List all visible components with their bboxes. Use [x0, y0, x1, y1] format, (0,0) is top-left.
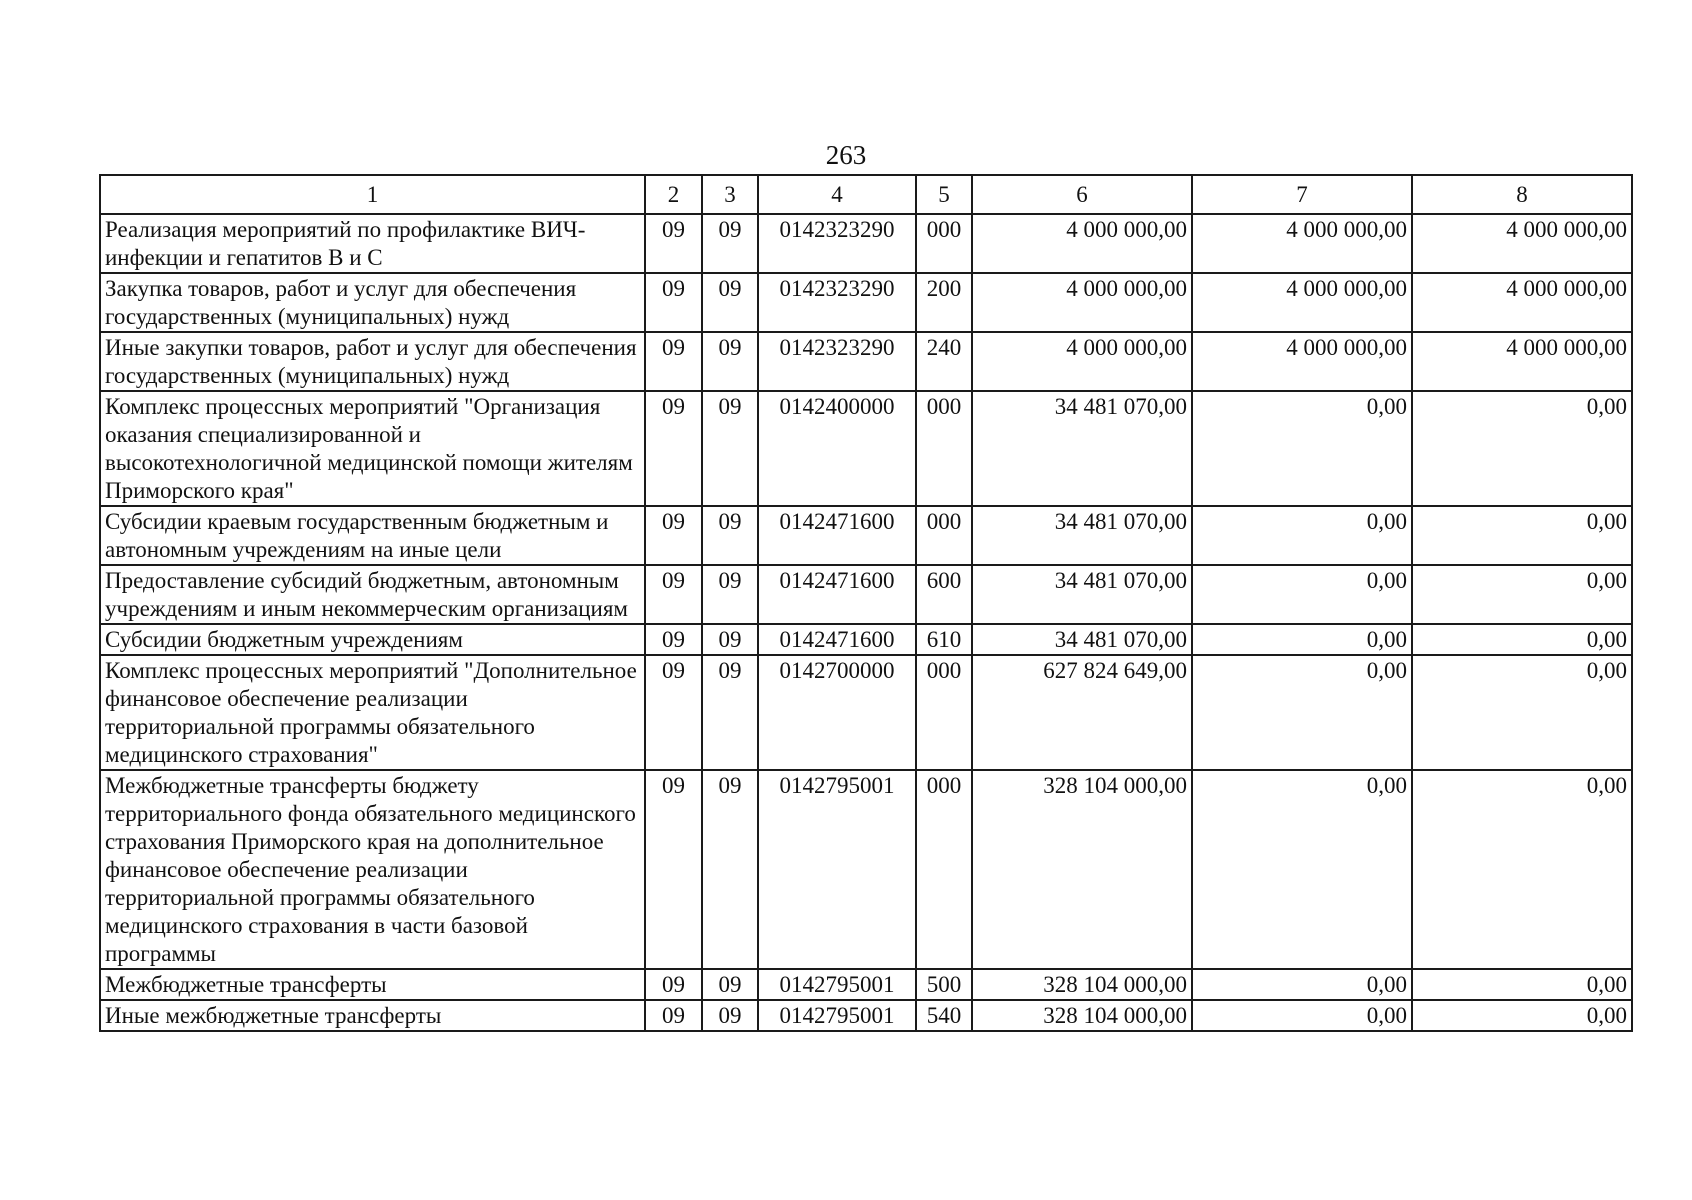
budget-table	[99, 174, 1633, 1032]
expense-type-code: 600	[916, 565, 972, 624]
subsection-code: 09	[702, 273, 758, 332]
amount-col-8: 0,00	[1412, 969, 1632, 1000]
subsection-code: 09	[702, 214, 758, 273]
expense-type-code: 000	[916, 506, 972, 565]
amount-col-6: 627 824 649,00	[972, 655, 1192, 770]
header-row	[100, 175, 1632, 214]
amount-col-7: 4 000 000,00	[1192, 273, 1412, 332]
amount-col-8: 0,00	[1412, 391, 1632, 506]
table-row	[100, 770, 1632, 969]
amount-col-6: 4 000 000,00	[972, 214, 1192, 273]
amount-col-7: 4 000 000,00	[1192, 332, 1412, 391]
header-col-8: 8	[1412, 175, 1632, 214]
subsection-code: 09	[702, 506, 758, 565]
expense-type-code: 000	[916, 214, 972, 273]
expense-type-code: 610	[916, 624, 972, 655]
amount-col-6: 328 104 000,00	[972, 969, 1192, 1000]
section-code: 09	[645, 624, 702, 655]
amount-col-8: 0,00	[1412, 770, 1632, 969]
row-name: Комплекс процессных мероприятий "Организация оказания специализированной и высокотехнологичной медицинской помощи жителям Приморского края"	[100, 391, 645, 506]
table-row	[100, 214, 1632, 273]
section-code: 09	[645, 391, 702, 506]
amount-col-6: 34 481 070,00	[972, 565, 1192, 624]
header-col-3: 3	[702, 175, 758, 214]
table-row	[100, 624, 1632, 655]
row-name: Комплекс процессных мероприятий "Дополнительное финансовое обеспечение реализации территориальной программы обязательного медицинского страхования"	[100, 655, 645, 770]
header-col-1: 1	[100, 175, 645, 214]
amount-col-8: 4 000 000,00	[1412, 332, 1632, 391]
target-article-code: 0142471600	[758, 624, 916, 655]
section-code: 09	[645, 655, 702, 770]
amount-col-6: 34 481 070,00	[972, 624, 1192, 655]
subsection-code: 09	[702, 655, 758, 770]
amount-col-6: 4 000 000,00	[972, 332, 1192, 391]
header-col-4: 4	[758, 175, 916, 214]
amount-col-7: 0,00	[1192, 770, 1412, 969]
row-name: Иные межбюджетные трансферты	[100, 1000, 645, 1031]
section-code: 09	[645, 273, 702, 332]
target-article-code: 0142471600	[758, 506, 916, 565]
amount-col-8: 0,00	[1412, 624, 1632, 655]
table-row	[100, 1000, 1632, 1031]
row-name: Субсидии бюджетным учреждениям	[100, 624, 645, 655]
table-row	[100, 273, 1632, 332]
subsection-code: 09	[702, 332, 758, 391]
table-body	[100, 214, 1632, 1031]
row-name: Субсидии краевым государственным бюджетным и автономным учреждениям на иные цели	[100, 506, 645, 565]
target-article-code: 0142795001	[758, 969, 916, 1000]
subsection-code: 09	[702, 969, 758, 1000]
expense-type-code: 240	[916, 332, 972, 391]
amount-col-6: 34 481 070,00	[972, 391, 1192, 506]
expense-type-code: 000	[916, 770, 972, 969]
section-code: 09	[645, 969, 702, 1000]
amount-col-7: 0,00	[1192, 969, 1412, 1000]
target-article-code: 0142323290	[758, 273, 916, 332]
section-code: 09	[645, 1000, 702, 1031]
amount-col-7: 0,00	[1192, 624, 1412, 655]
expense-type-code: 540	[916, 1000, 972, 1031]
amount-col-6: 34 481 070,00	[972, 506, 1192, 565]
amount-col-6: 328 104 000,00	[972, 770, 1192, 969]
subsection-code: 09	[702, 770, 758, 969]
amount-col-7: 0,00	[1192, 1000, 1412, 1031]
amount-col-6: 328 104 000,00	[972, 1000, 1192, 1031]
section-code: 09	[645, 214, 702, 273]
expense-type-code: 200	[916, 273, 972, 332]
header-col-7: 7	[1192, 175, 1412, 214]
subsection-code: 09	[702, 565, 758, 624]
expense-type-code: 000	[916, 391, 972, 506]
row-name: Реализация мероприятий по профилактике ВИЧ-инфекции и гепатитов В и С	[100, 214, 645, 273]
row-name: Иные закупки товаров, работ и услуг для обеспечения государственных (муниципальных) нужд	[100, 332, 645, 391]
table-row	[100, 332, 1632, 391]
table-row	[100, 506, 1632, 565]
subsection-code: 09	[702, 391, 758, 506]
header-col-2: 2	[645, 175, 702, 214]
subsection-code: 09	[702, 624, 758, 655]
amount-col-7: 4 000 000,00	[1192, 214, 1412, 273]
amount-col-7: 0,00	[1192, 391, 1412, 506]
expense-type-code: 500	[916, 969, 972, 1000]
row-name: Предоставление субсидий бюджетным, автономным учреждениям и иным некоммерческим организациям	[100, 565, 645, 624]
amount-col-8: 0,00	[1412, 506, 1632, 565]
page-number: 263	[825, 140, 867, 170]
section-code: 09	[645, 332, 702, 391]
row-name: Межбюджетные трансферты	[100, 969, 645, 1000]
target-article-code: 0142700000	[758, 655, 916, 770]
header-col-6: 6	[972, 175, 1192, 214]
amount-col-8: 4 000 000,00	[1412, 273, 1632, 332]
amount-col-7: 0,00	[1192, 565, 1412, 624]
target-article-code: 0142795001	[758, 1000, 916, 1031]
header-col-5: 5	[916, 175, 972, 214]
table-row	[100, 655, 1632, 770]
amount-col-8: 4 000 000,00	[1412, 214, 1632, 273]
subsection-code: 09	[702, 1000, 758, 1031]
amount-col-8: 0,00	[1412, 655, 1632, 770]
table-row	[100, 565, 1632, 624]
row-name: Межбюджетные трансферты бюджету территориального фонда обязательного медицинского страхования Приморского края на дополнительное финансовое обеспечение реализации территориальной программы обязательного медицинского страхования в части базовой программы	[100, 770, 645, 969]
target-article-code: 0142795001	[758, 770, 916, 969]
expense-type-code: 000	[916, 655, 972, 770]
target-article-code: 0142400000	[758, 391, 916, 506]
amount-col-8: 0,00	[1412, 1000, 1632, 1031]
row-name: Закупка товаров, работ и услуг для обеспечения государственных (муниципальных) нужд	[100, 273, 645, 332]
section-code: 09	[645, 506, 702, 565]
amount-col-6: 4 000 000,00	[972, 273, 1192, 332]
amount-col-8: 0,00	[1412, 565, 1632, 624]
target-article-code: 0142471600	[758, 565, 916, 624]
target-article-code: 0142323290	[758, 214, 916, 273]
table-row	[100, 391, 1632, 506]
table-row	[100, 969, 1632, 1000]
section-code: 09	[645, 770, 702, 969]
amount-col-7: 0,00	[1192, 655, 1412, 770]
amount-col-7: 0,00	[1192, 506, 1412, 565]
section-code: 09	[645, 565, 702, 624]
target-article-code: 0142323290	[758, 332, 916, 391]
